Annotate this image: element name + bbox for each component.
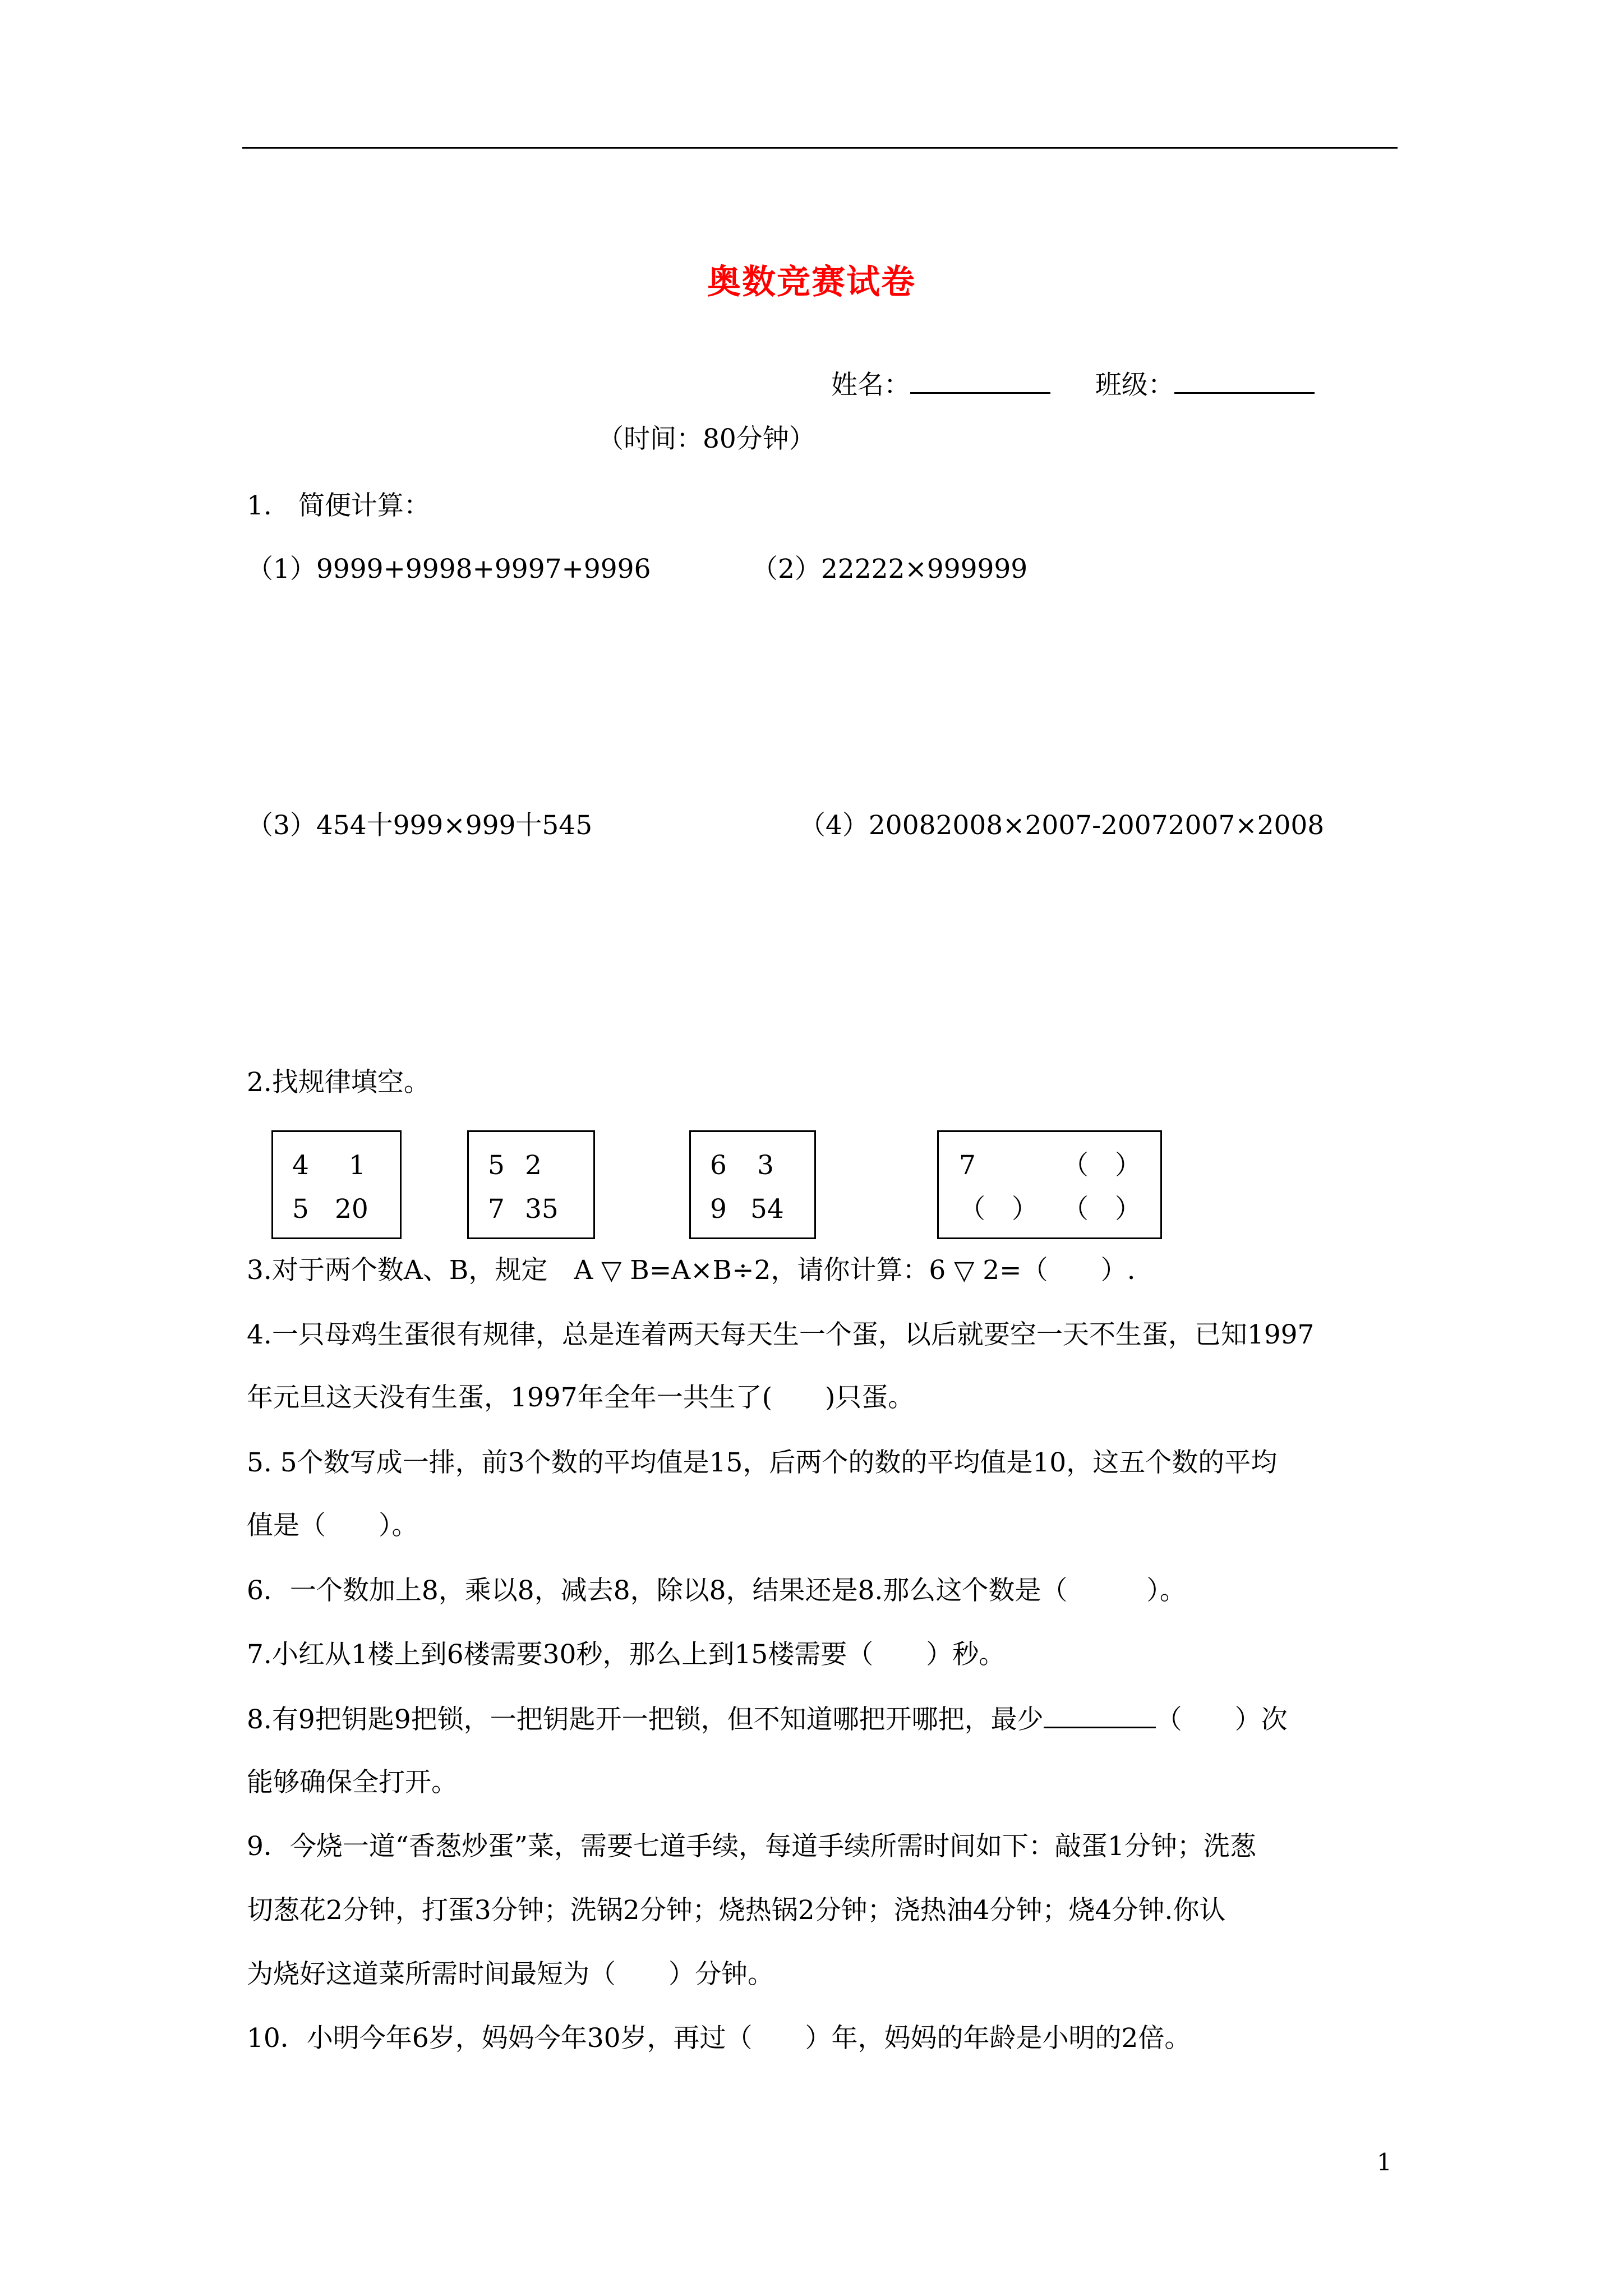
q10: 10．小明今年6岁，妈妈今年30岁，再过（ ）年，妈妈的年龄是小明的2倍。 <box>247 2023 1191 2054</box>
exam-title: 奥数竞赛试卷 <box>707 263 916 302</box>
q1-part4: （4）20082008×2007-20072007×2008 <box>799 810 1325 841</box>
box-cell: 9 <box>710 1194 727 1225</box>
q8-line1 <box>247 1702 1288 1737</box>
q9-line2: 切葱花2分钟，打蛋3分钟；洗锅2分钟；烧热锅2分钟；浇热油4分钟；烧4分钟.你认 <box>247 1895 1226 1926</box>
q5-line1: 5. 5个数写成一排，前3个数的平均值是15，后两个的数的平均值是10，这五个数的平均 <box>247 1447 1278 1478</box>
student-info-row <box>831 367 1315 402</box>
box-cell: 4 <box>292 1150 309 1181</box>
q7: 7.小红从1楼上到6楼需要30秒，那么上到15楼需要（ ）秒。 <box>247 1639 1006 1670</box>
q8-line2: 能够确保全打开。 <box>247 1767 458 1798</box>
box-cell: 35 <box>525 1194 559 1225</box>
q9-line1: 9．今烧一道“香葱炒蛋”菜，需要七道手续，每道手续所需时间如下：敲蛋1分钟；洗葱 <box>247 1831 1256 1862</box>
q2-heading: 2.找规律填空。 <box>247 1067 430 1098</box>
box-cell: 2 <box>525 1150 542 1181</box>
class-blank <box>1174 367 1315 394</box>
box-cell: 5 <box>292 1194 309 1225</box>
q6: 6．一个数加上8，乘以8，减去8，除以8，结果还是8.那么这个数是（ ）。 <box>247 1575 1186 1606</box>
q4-line1: 4.一只母鸡生蛋很有规律，总是连着两天每天生一个蛋，以后就要空一天不生蛋，已知1997 <box>247 1319 1315 1350</box>
pattern-box-3 <box>689 1130 816 1239</box>
q1-part3: （3）454十999×999十545 <box>247 810 593 841</box>
time-limit: （时间：80分钟） <box>597 424 815 454</box>
class-label: 班级： <box>1095 370 1174 401</box>
header-rule <box>242 147 1398 149</box>
q9-line3: 为烧好这道菜所需时间最短为（ ）分钟。 <box>247 1959 774 1990</box>
pattern-box-2 <box>467 1130 595 1239</box>
q8-text-end: （ ）次 <box>1155 1704 1288 1735</box>
box-cell: 7 <box>959 1150 976 1181</box>
box-cell: （ ） <box>1062 1194 1141 1225</box>
box-cell: （ ） <box>1062 1150 1141 1181</box>
q8-underline-blank <box>1044 1702 1156 1728</box>
box-cell: 20 <box>335 1194 368 1225</box>
q1-part1: （1）9999+9998+9997+9996 <box>247 554 651 585</box>
q1-heading: 1. 简便计算： <box>247 490 430 521</box>
name-blank <box>910 367 1050 394</box>
q3: 3.对于两个数A、B，规定 A ▽ B=A×B÷2，请你计算：6 ▽ 2=（ ）. <box>247 1255 1136 1286</box>
name-label: 姓名： <box>831 370 910 401</box>
q5-line2: 值是（ ）。 <box>247 1510 418 1541</box>
pattern-box-4 <box>937 1130 1162 1239</box>
box-cell: 54 <box>750 1194 784 1225</box>
q4-line2: 年元旦这天没有生蛋，1997年全年一共生了( )只蛋。 <box>247 1382 915 1413</box>
page-number: 1 <box>1377 2148 1392 2176</box>
box-cell: 1 <box>349 1150 366 1181</box>
pattern-box-1 <box>271 1130 402 1239</box>
box-cell: 5 <box>488 1150 505 1181</box>
q8-text: 8.有9把钥匙9把锁，一把钥匙开一把锁，但不知道哪把开哪把，最少 <box>247 1704 1044 1735</box>
box-cell: 7 <box>488 1194 505 1225</box>
box-cell: （ ） <box>959 1194 1038 1225</box>
box-cell: 3 <box>757 1150 774 1181</box>
q1-part2: （2）22222×999999 <box>751 554 1028 585</box>
box-cell: 6 <box>710 1150 727 1181</box>
